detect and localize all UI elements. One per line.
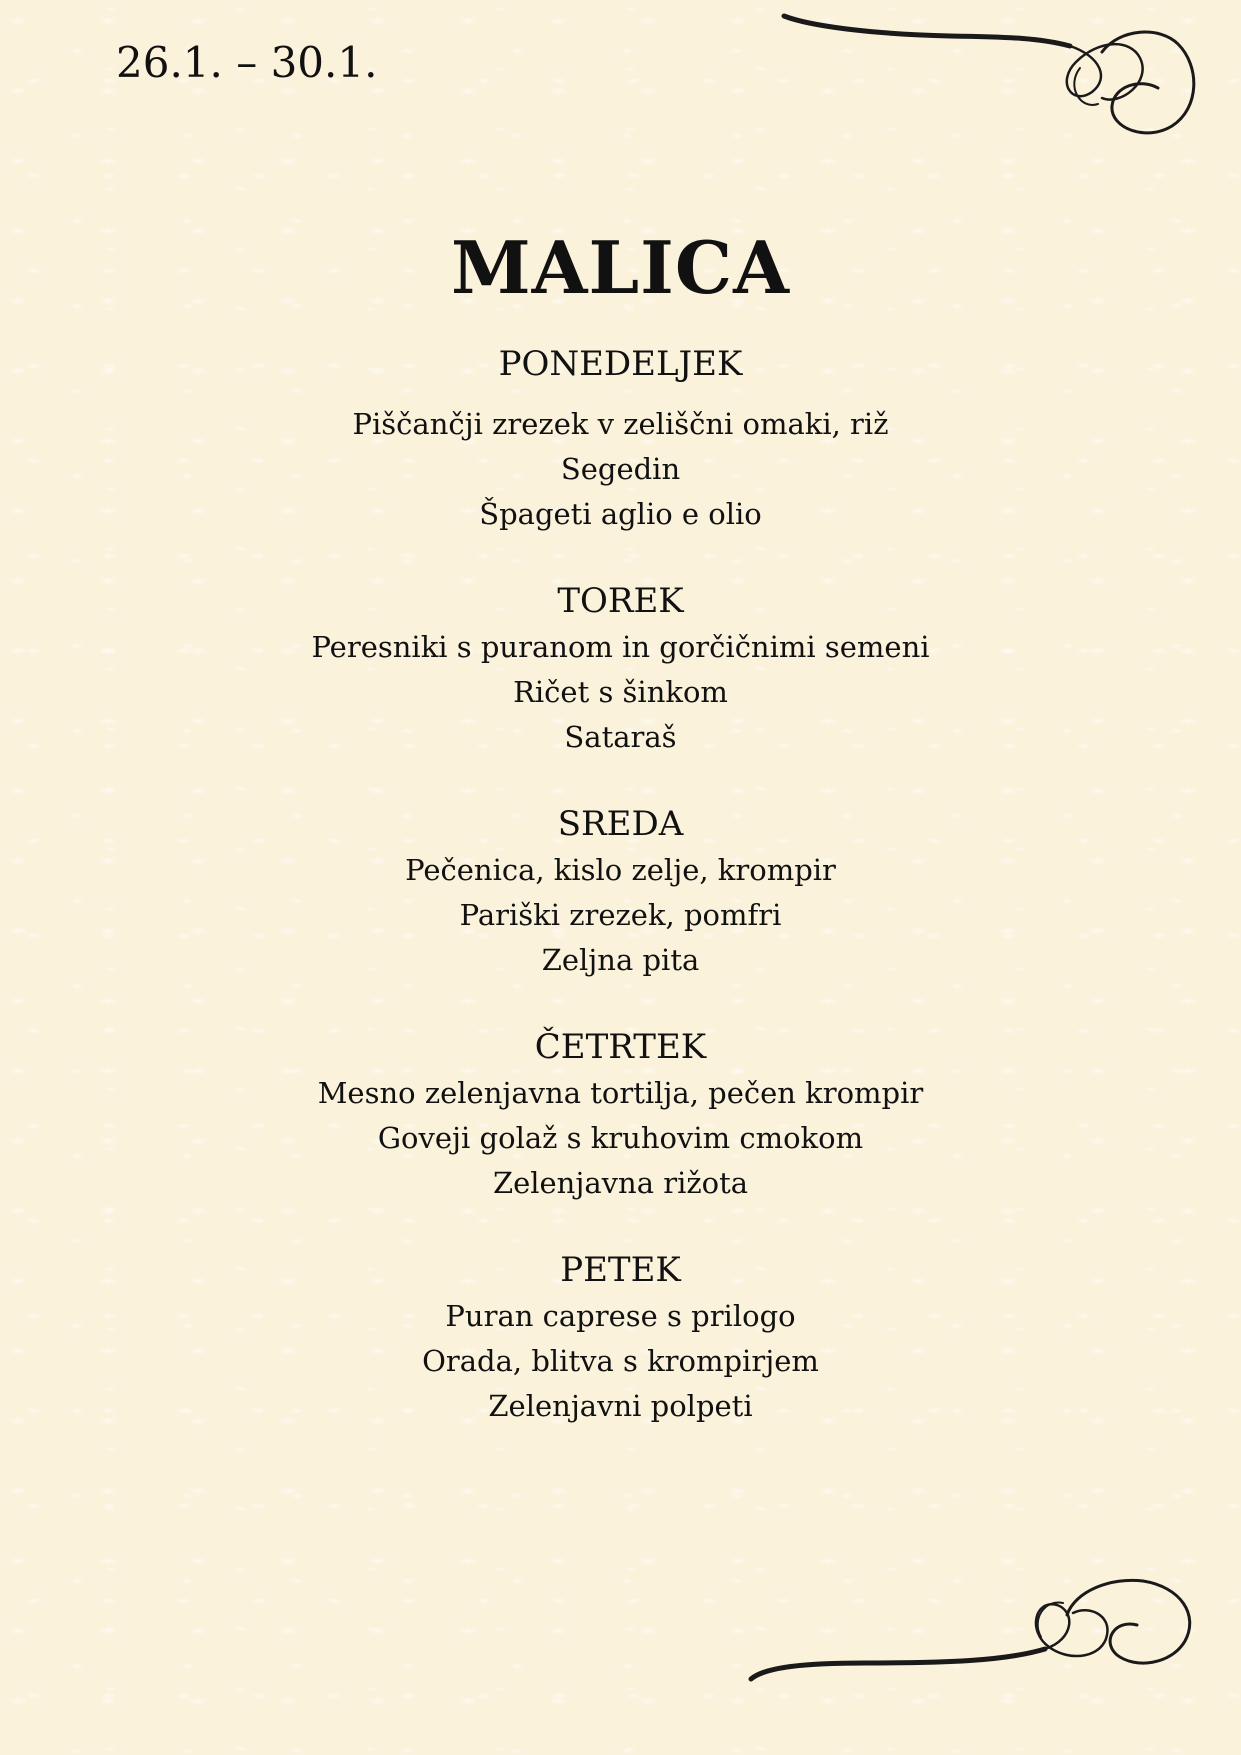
dish: Pečenica, kislo zelje, krompir — [405, 853, 836, 887]
dish: Puran caprese s prilogo — [445, 1299, 796, 1333]
dish: Zelenjavna rižota — [492, 1166, 749, 1200]
weekly-menu — [0, 340, 1241, 1469]
day-wednesday — [0, 800, 1241, 983]
dish: Ričet s šinkom — [513, 675, 728, 709]
day-tuesday — [0, 577, 1241, 760]
dish: Goveji golaž s kruhovim cmokom — [377, 1121, 864, 1155]
dish: Peresniki s puranom in gorčičnimi semeni — [311, 630, 930, 664]
day-name: SREDA — [557, 804, 684, 844]
day-name: PONEDELJEK — [498, 344, 743, 384]
dish: Mesno zelenjavna tortilja, pečen krompir — [317, 1076, 924, 1110]
dish: Špageti aglio e olio — [479, 497, 762, 531]
day-name: TOREK — [557, 581, 684, 621]
menu-title: MALICA — [450, 225, 791, 310]
day-name: PETEK — [560, 1250, 681, 1290]
day-name: ČETRTEK — [534, 1027, 707, 1067]
dish: Piščančji zrezek v zeliščni omaki, riž — [352, 407, 889, 441]
dish: Pariški zrezek, pomfri — [459, 898, 782, 932]
flourish-bottom-icon — [745, 1575, 1215, 1690]
day-monday — [0, 340, 1241, 537]
day-friday — [0, 1246, 1241, 1429]
dish: Orada, blitva s krompirjem — [422, 1344, 819, 1378]
dish: Zeljna pita — [541, 943, 700, 977]
flourish-top-icon — [780, 8, 1220, 143]
dish: Segedin — [560, 452, 681, 486]
date-range: 26.1. – 30.1. — [116, 38, 378, 87]
dish: Zelenjavni polpeti — [488, 1389, 753, 1423]
day-thursday — [0, 1023, 1241, 1206]
dish: Sataraš — [564, 720, 677, 754]
